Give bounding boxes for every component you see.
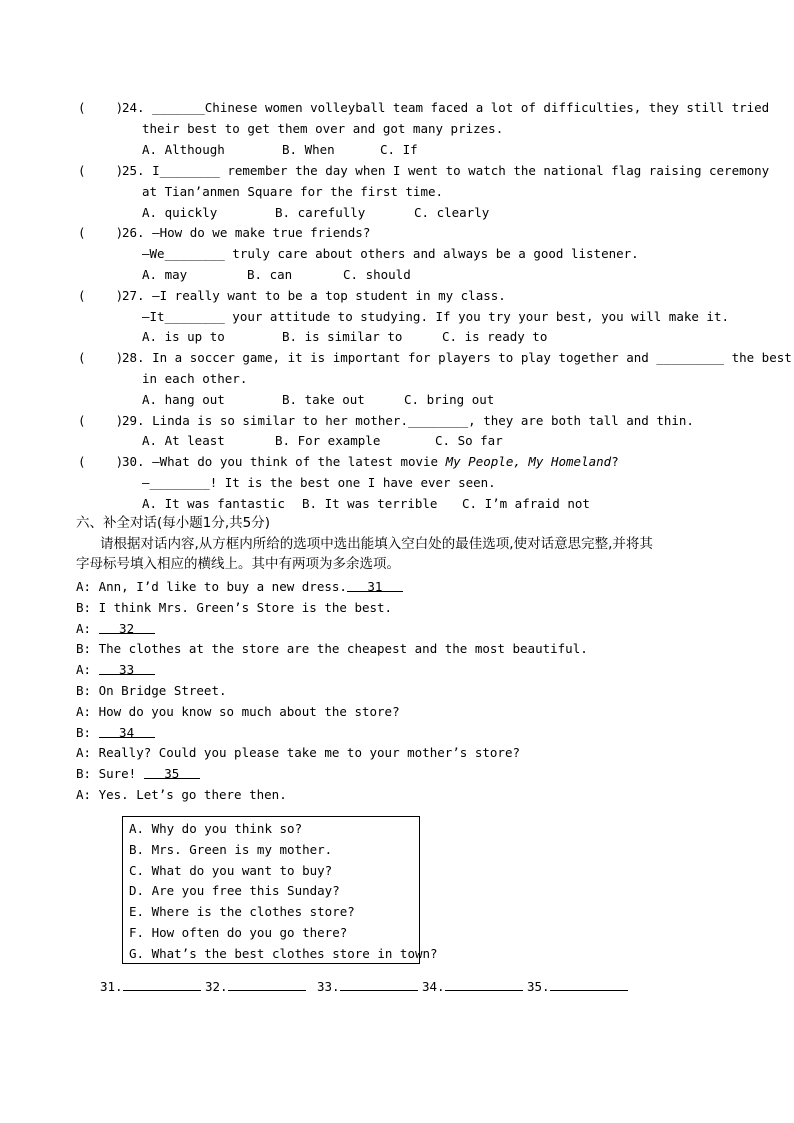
option-b: B. For example — [275, 433, 381, 448]
question-stem-cont: in each other. — [142, 371, 248, 386]
answer-34: 34. — [422, 978, 523, 995]
blank-34[interactable]: 34 — [99, 725, 155, 738]
option-b: B. can — [247, 267, 293, 282]
option-c: C. I’m afraid not — [462, 496, 590, 511]
options-box — [122, 816, 438, 964]
dialogue-line: B: Sure! 35 — [76, 766, 200, 782]
question-stem-cont: —________! It is the best one I have ever seen. — [142, 475, 496, 490]
option-a: A. hang out — [142, 392, 225, 407]
question-stem: 27. —I really want to be a top student in my class. — [122, 288, 506, 303]
answer-paren: ( ) — [78, 413, 124, 428]
option-b: B. carefully — [275, 205, 366, 220]
answer-33: 33. — [317, 978, 418, 995]
option-c: C. So far — [435, 433, 503, 448]
answer-paren: ( ) — [78, 225, 124, 240]
option-a: A. Although — [142, 142, 225, 157]
dialogue-line: A: Yes. Let’s go there then. — [76, 787, 287, 802]
option-c: C. If — [380, 142, 418, 157]
blank-35[interactable]: 35 — [144, 766, 200, 779]
dialogue-line: A: How do you know so much about the store? — [76, 704, 400, 719]
answer-paren: ( ) — [78, 163, 124, 178]
question-stem: 28. In a soccer game, it is important for players to play together and _________ the best — [122, 350, 792, 365]
option-a: A. may — [142, 267, 188, 282]
answer-32: 32. — [205, 978, 306, 995]
option-a: A. quickly — [142, 205, 218, 220]
question-stem-cont: at Tian’anmen Square for the first time. — [142, 184, 444, 199]
answer-blank[interactable] — [550, 978, 628, 991]
answer-blank[interactable] — [445, 978, 523, 991]
answer-paren: ( ) — [78, 288, 124, 303]
box-option: B. Mrs. Green is my mother. — [129, 842, 333, 857]
question-stem-cont: —It________ your attitude to studying. If you try your best, you will make it. — [142, 309, 729, 324]
question-stem: 29. Linda is so similar to her mother.________, they are both tall and thin. — [122, 413, 694, 428]
option-c: C. is ready to — [442, 329, 548, 344]
dialogue-line: B: I think Mrs. Green’s Store is the best. — [76, 600, 393, 615]
option-c: C. clearly — [414, 205, 490, 220]
question-stem: 25. I________ remember the day when I went to watch the national flag raising ceremony — [122, 163, 770, 178]
blank-32[interactable]: 32 — [99, 621, 155, 634]
box-option: D. Are you free this Sunday? — [129, 883, 340, 898]
dialogue-line: B: The clothes at the store are the cheapest and the most beautiful. — [76, 641, 588, 656]
option-b: B. It was terrible — [302, 496, 438, 511]
question-stem-cont: their best to get them over and got many prizes. — [142, 121, 504, 136]
dialogue-line: A: Ann, I’d like to buy a new dress. 31 — [76, 579, 403, 595]
question-stem-cont: —We________ truly care about others and always be a good listener. — [142, 246, 639, 261]
section-title: 六、补全对话(每小题1分,共5分) — [76, 515, 271, 531]
box-option: G. What’s the best clothes store in town? — [129, 946, 438, 961]
dialogue-line: A: Really? Could you please take me to your mother’s store? — [76, 745, 521, 760]
box-option: E. Where is the clothes store? — [129, 904, 355, 919]
answer-blank[interactable] — [340, 978, 418, 991]
option-b: B. is similar to — [282, 329, 403, 344]
option-b: B. take out — [282, 392, 365, 407]
answer-paren: ( ) — [78, 350, 124, 365]
question-stem: 26. —How do we make true friends? — [122, 225, 371, 240]
blank-31[interactable]: 31 — [347, 579, 403, 592]
stem-text: 30. —What do you think of the latest movie — [122, 454, 446, 469]
answer-blank[interactable] — [123, 978, 201, 991]
answer-paren: ( ) — [78, 454, 124, 469]
answer-35: 35. — [527, 978, 628, 995]
section-instruction-cont: 字母标号填入相应的横线上。其中有两项为多余选项。 — [76, 556, 400, 572]
stem-end: ? — [611, 454, 619, 469]
dialogue-line: A: 33 — [76, 662, 155, 678]
question-stem: 24. _______Chinese women volleyball team faced a lot of difficulties, they still tried — [122, 100, 770, 115]
box-option: A. Why do you think so? — [129, 821, 303, 836]
option-a: A. At least — [142, 433, 225, 448]
answer-blank[interactable] — [228, 978, 306, 991]
option-b: B. When — [282, 142, 335, 157]
answer-paren: ( ) — [78, 100, 124, 115]
answer-31: 31. — [100, 978, 201, 995]
dialogue-line: A: 32 — [76, 621, 155, 637]
dialogue-line: B: 34 — [76, 725, 155, 741]
option-a: A. It was fantastic — [142, 496, 285, 511]
question-stem — [122, 454, 619, 470]
box-option: C. What do you want to buy? — [129, 863, 333, 878]
dialogue-line: B: On Bridge Street. — [76, 683, 227, 698]
movie-title: My People, My Homeland — [445, 454, 612, 469]
option-a: A. is up to — [142, 329, 225, 344]
blank-33[interactable]: 33 — [99, 662, 155, 675]
option-c: C. should — [343, 267, 411, 282]
option-c: C. bring out — [404, 392, 495, 407]
box-option: F. How often do you go there? — [129, 925, 348, 940]
section-instruction: 请根据对话内容,从方框内所给的选项中选出能填入空白处的最佳选项,使对话意思完整,并将其 — [100, 536, 653, 552]
